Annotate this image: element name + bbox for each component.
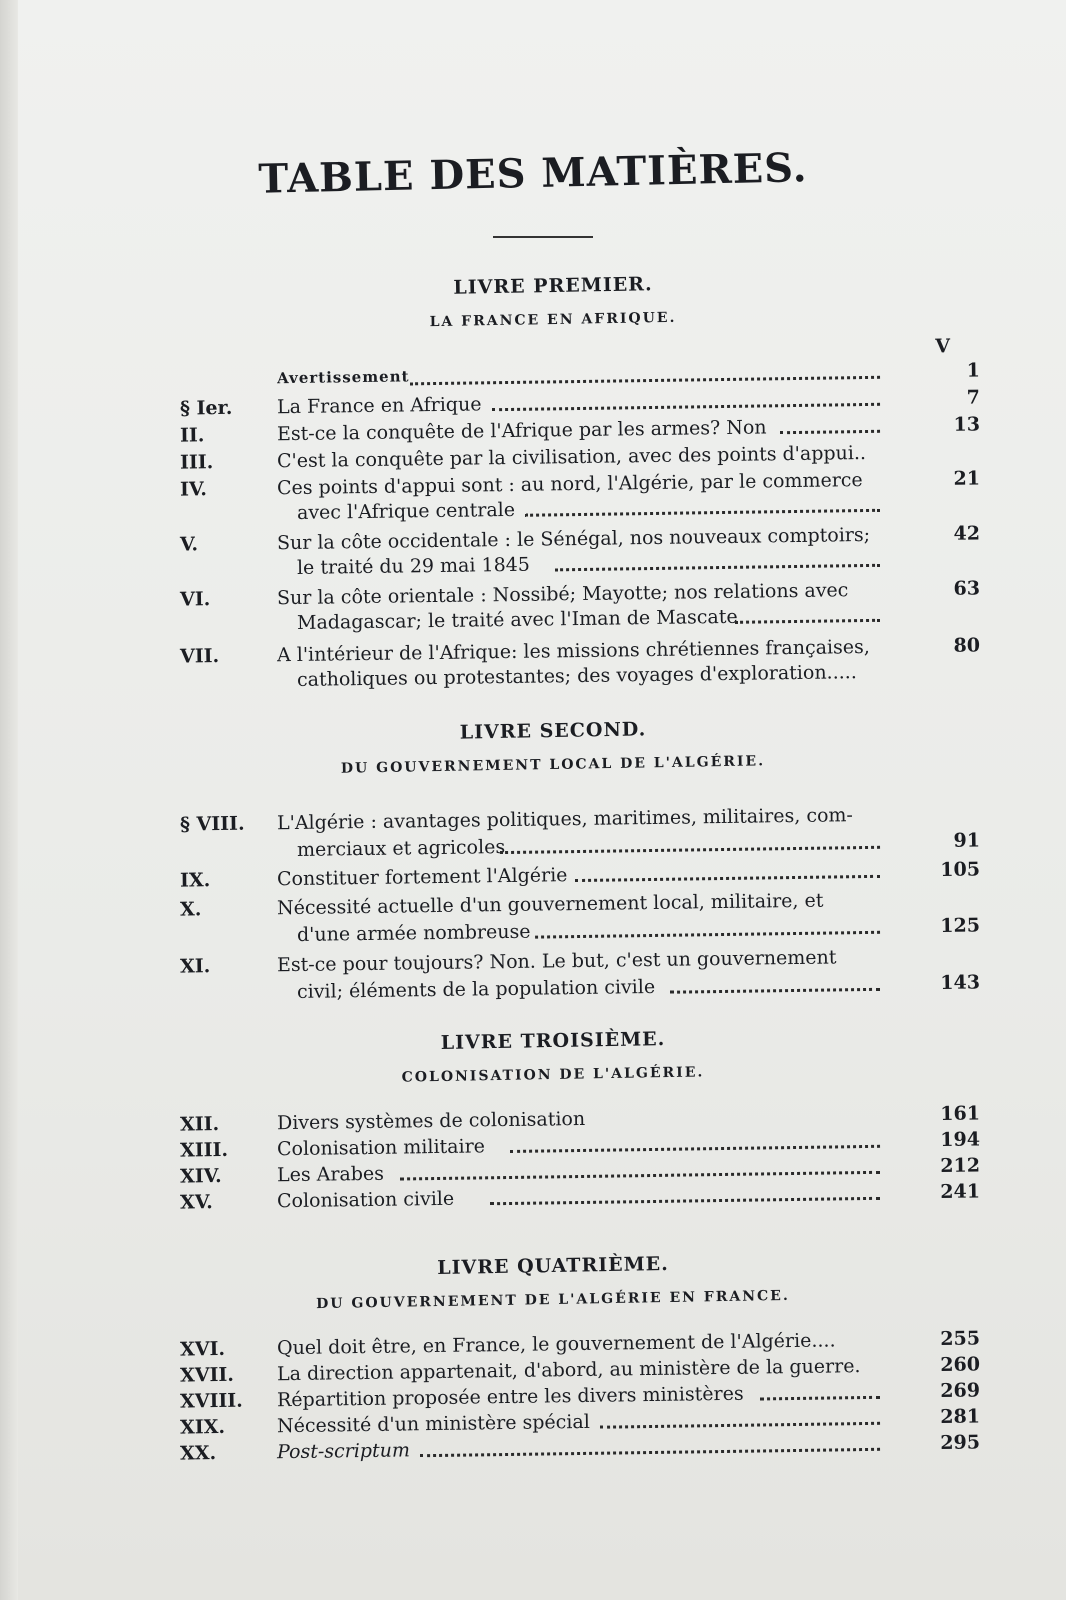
entry-text: Nécessité d'un ministère spécial [276, 1410, 590, 1438]
page-title: TABLE DES MATIÈRES. [257, 144, 809, 203]
entry-number: XI. [179, 955, 211, 978]
entry-page: 63 [953, 577, 981, 600]
entry-text: d'une armée nombreuse [296, 920, 531, 946]
entry-page: 42 [953, 522, 981, 545]
entry-text: Répartition proposée entre les divers ministères [276, 1382, 744, 1412]
leader-dots [670, 985, 880, 994]
entry-number: V. [179, 533, 199, 556]
leader-dots [600, 1419, 880, 1429]
entry-text: Est-ce pour toujours? Non. Le but, c'est un gouvernement [276, 946, 837, 977]
entry-page: 21 [953, 467, 981, 490]
entry-text: civil; éléments de la population civile [296, 975, 656, 1003]
leader-dots [490, 1194, 880, 1205]
entry-text: merciaux et agricoles [296, 836, 506, 861]
entry-text: Les Arabes [276, 1162, 385, 1187]
entry-number: VI. [179, 588, 211, 611]
entry-page: 1 [966, 359, 981, 382]
entry-text: le traité du 29 mai 1845 [296, 553, 531, 579]
book2-subtitle: DU GOUVERNEMENT LOCAL DE L'ALGÉRIE. [340, 753, 766, 777]
entry-page: 281 [940, 1405, 981, 1428]
entry-number: XVII. [179, 1363, 235, 1387]
entry-number [180, 839, 270, 840]
entry-number: XIV. [179, 1165, 222, 1188]
leader-dots [510, 1142, 880, 1153]
entry-page [910, 440, 980, 441]
entry-number [180, 924, 270, 925]
entry-page: 7 [966, 386, 981, 409]
entry-text: Colonisation militaire [276, 1135, 486, 1161]
toc-entry-continuation [180, 829, 980, 862]
entry-text: Constituer fortement l'Algérie [276, 864, 568, 891]
entry-text: Sur la côte orientale : Nossibé; Mayotte; nos relations avec [276, 579, 849, 610]
toc-entry-continuation [180, 914, 980, 947]
leader-dots [410, 373, 880, 386]
entry-number: XIX. [179, 1415, 226, 1439]
entry-text: Post-scriptum [276, 1439, 411, 1464]
entry-text: Sur la côte occidentale : le Sénégal, nos nouveaux comptoirs; [276, 523, 871, 555]
book3-title: LIVRE TROISIÈME. [440, 1028, 666, 1054]
entry-number: IX. [179, 869, 211, 892]
leader-dots [760, 1393, 880, 1401]
book4-subtitle: DU GOUVERNEMENT DE L'ALGÉRIE EN FRANCE. [316, 1287, 790, 1313]
entry-number [180, 557, 270, 558]
leader-dots [400, 1168, 880, 1181]
entry-number [180, 502, 270, 503]
page-edge [0, 0, 18, 1600]
entry-number: § VIII. [179, 812, 245, 836]
book2-title: LIVRE SECOND. [459, 718, 647, 744]
entry-page: 241 [940, 1180, 981, 1203]
entry-page [910, 659, 980, 660]
entry-number: § Ier. [179, 396, 233, 420]
leader-dots [735, 616, 880, 624]
book1-subtitle: LA FRANCE EN AFRIQUE. [429, 309, 677, 331]
entry-page: 80 [953, 634, 981, 657]
entry-text: La direction appartenait, d'abord, au ministère de la guerre. [276, 1355, 861, 1386]
leader-dots [535, 928, 880, 939]
entry-page: 269 [940, 1379, 981, 1402]
entry-text: Divers systèmes de colonisation [276, 1107, 586, 1135]
book1-title: LIVRE PREMIER. [453, 273, 653, 299]
leader-dots [525, 506, 880, 517]
entry-text: avec l'Afrique centrale [296, 498, 516, 524]
entry-number: VII. [179, 645, 220, 668]
entry-page: 105 [940, 858, 981, 881]
entry-page [910, 887, 980, 888]
entry-number: XIII. [179, 1138, 229, 1162]
entry-text: L'Algérie : avantages politiques, maritimes, militaires, com- [276, 804, 854, 835]
entry-page [910, 547, 980, 548]
leader-dots [492, 400, 880, 411]
entry-page: 212 [940, 1154, 981, 1177]
entry-number: XV. [179, 1191, 213, 1214]
entry-text: Quel doit être, en France, le gouvernement de l'Algérie.... [276, 1329, 836, 1360]
book4-title: LIVRE QUATRIÈME. [437, 1252, 669, 1280]
entry-page: 91 [953, 829, 981, 852]
entry-page [910, 802, 980, 803]
entry-number: XII. [179, 1113, 220, 1136]
leader-dots [555, 561, 880, 572]
title-rule [493, 236, 593, 238]
toc-entry-continuation [180, 971, 980, 1004]
leader-dots [575, 872, 880, 882]
entry-text: Avertissement [276, 367, 410, 388]
toc-entry [180, 858, 980, 891]
leader-dots [500, 843, 880, 854]
entry-page: 194 [940, 1128, 981, 1151]
entry-number [180, 669, 270, 670]
entry-page: 255 [940, 1327, 981, 1350]
entry-page [910, 492, 980, 493]
entry-text: A l'intérieur de l'Afrique: les missions chrétiennes françaises, [276, 635, 870, 667]
entry-number: IV. [179, 478, 208, 501]
entry-number: III. [179, 451, 214, 474]
entry-text: Madagascar; le traité avec l'Iman de Mascate [296, 605, 738, 634]
entry-number: XVI. [179, 1337, 226, 1361]
entry-number: XX. [179, 1442, 217, 1465]
leader-dots [780, 427, 880, 434]
entry-page: 13 [953, 413, 981, 436]
entry-text: Colonisation civile [276, 1187, 455, 1213]
entry-number [180, 369, 270, 370]
entry-number [180, 612, 270, 613]
entry-text: Nécessité actuelle d'un gouvernement local, militaire, et [276, 889, 824, 920]
entry-page: 295 [940, 1431, 981, 1454]
entry-page [910, 602, 980, 603]
leader-dots [420, 1445, 880, 1457]
book3-subtitle: COLONISATION DE L'ALGÉRIE. [401, 1064, 705, 1086]
entry-number: XVIII. [179, 1389, 243, 1413]
entry-text: C'est la conquête par la civilisation, avec des points d'appui.. [276, 442, 867, 473]
entry-text: catholiques ou protestantes; des voyages d'exploration..... [296, 661, 857, 691]
entry-text: Est-ce la conquête de l'Afrique par les armes? Non [276, 416, 767, 446]
entry-page: 143 [940, 971, 981, 994]
entry-page: 161 [940, 1102, 981, 1125]
entry-text: Ces points d'appui sont : au nord, l'Algérie, par le commerce [276, 469, 863, 500]
entry-number: X. [179, 898, 202, 921]
entry-number [180, 981, 270, 982]
entry-page: 125 [940, 914, 981, 937]
roman-numeral-page: V [935, 335, 951, 358]
entry-text: La France en Afrique [276, 393, 482, 419]
entry-page [910, 944, 980, 945]
entry-page: 260 [940, 1353, 981, 1376]
entry-number: II. [179, 424, 205, 447]
